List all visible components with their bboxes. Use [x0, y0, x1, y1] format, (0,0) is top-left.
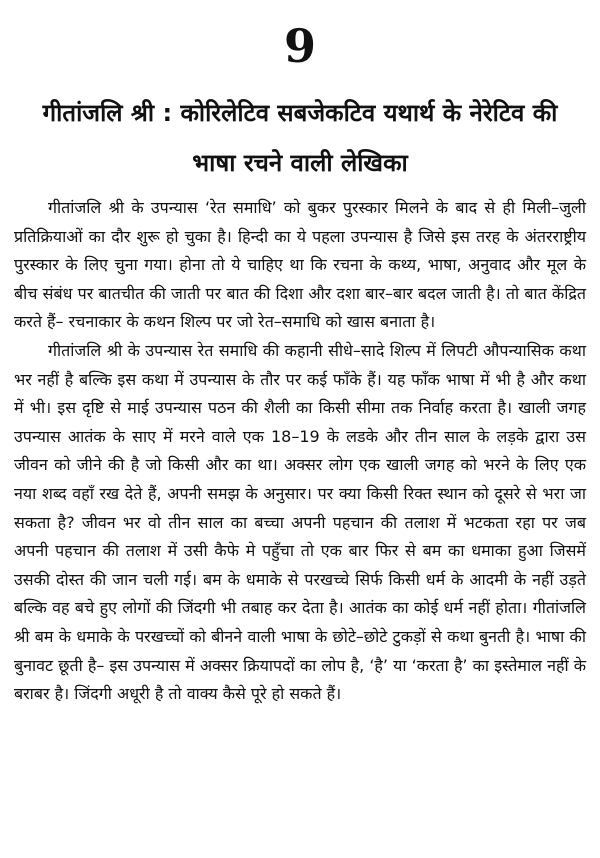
body-text — [14, 194, 586, 709]
paragraph-2: गीतांजलि श्री के उपन्यास रेत समाधि की कहानी सीधे–सादे शिल्प में लिपटी औपन्यासिक कथा भर नहीं है बल्कि इस कथा में उपन्यास के तौर पर कई फाँके हैं। यह फाँक भाषा में भी है और कथा में भी। इस दृष्टि से माई उपन्यास पठन की शैली का किसी सीमा तक निर्वाह करता है। खाली जगह उपन्यास आतंक के साए में मरने वाले एक 18–19 के लडके और तीन साल के लड़के द्वारा उस जीवन को जीने की है जो किसी और का था। अक्सर लोग एक खाली जगह को भरने के लिए एक नया शब्द वहाँ रख देते हैं, अपनी समझ के अनुसार। पर क्या किसी रिक्त स्थान को दूसरे से भरा जा सकता है? जीवन भर वो तीन साल का बच्चा अपनी पहचान की तलाश में भटकता रहा पर जब अपनी पहचान की तलाश में उसी कैफे मे पहुँचा तो एक बार फिर से बम का धमाका हुआ जिसमें उसकी दोस्त की जान चली गई। बम के धमाके से परखच्चे सिर्फ किसी धर्म के आदमी के नहीं उड़ते बल्कि वह बचे हुए लोगों की जिंदगी भी तबाह कर देता है। आतंक का कोई धर्म नहीं होता। गीतांजलि श्री बम के धमाके के परखच्चों को बीनने वाली भाषा के छोटे–छोटे टुकड़ों से कथा बुनती है। भाषा की बुनावट छूती है– इस उपन्यास में अक्सर क्रियापदों का लोप है, ‘है’ या ‘करता है’ का इस्तेमाल नहीं के बराबर है। जिंदगी अधूरी है तो वाक्य कैसे पूरे हो सकते हैं। — [14, 340, 586, 704]
paragraph-1: गीतांजलि श्री के उपन्यास ‘रेत समाधि’ को बुकर पुरस्कार मिलने के बाद से ही मिली–जुली प्रतिक्रियाओं का दौर शुरू हो चुका है। हिन्दी का ये पहला उपन्यास है जिसे इस तरह के अंतरराष्ट्रीय पुरस्कार के लिए चुना गया। होना तो ये चाहिए था कि रचना के कथ्य, भाषा, अनुवाद और मूल के बीच संबंध पर बातचीत की जाती पर बात की दिशा और दशा बार–बार बदल जाती है। तो बात केंद्रित करते हैं– रचनाकार के कथन शिल्प पर जो रेत–समाधि को खास बनाता है। — [14, 198, 586, 332]
chapter-number: 9 — [283, 19, 316, 73]
chapter-title: गीतांजलि श्री : कोरिलेटिव सबजेकटिव यथार्थ के नेरेटिव की भाषा रचने वाली लेखिका — [42, 99, 558, 177]
